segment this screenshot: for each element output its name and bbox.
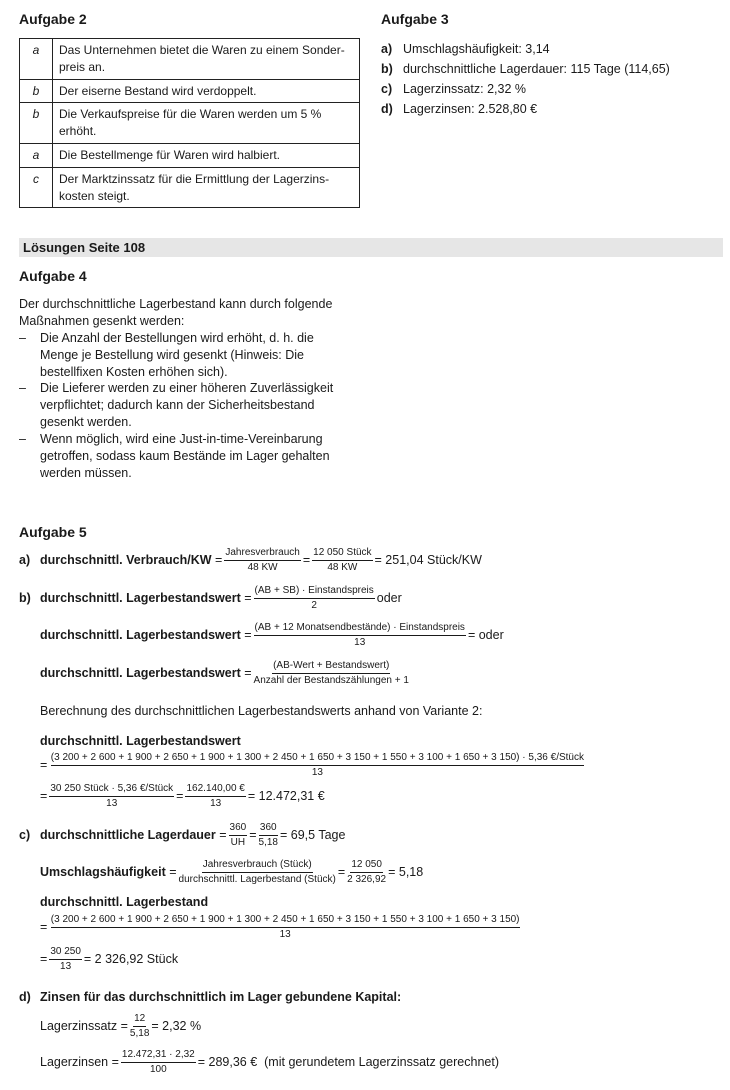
lb-formula: = (3 200 + 2 600 + 1 900 + 2 650 + 1 900 + 1 300 + 2 450 + 1 650 + 3 150 + 1 550 + 3 100 + 1 650 + 3 150) 13 bbox=[40, 914, 520, 940]
calc-result: = $\frac{\text{30 250 Stück · 5,36 €/Stück}}{13}$ = $\frac{162.140,00 €}{13}$ = 12.472,31 € bbox=[40, 783, 325, 809]
list-item: – Wenn möglich, wird eine Just-in-time-Vereinbarung getroffen, sodass kaum Bestände im Lager gehalten werden müssen. bbox=[19, 432, 330, 480]
row-letter: b bbox=[20, 103, 53, 144]
aufgabe3-heading: Aufgabe 3 bbox=[381, 11, 449, 27]
calc-formula: = (3 200 + 2 600 + 1 900 + 2 650 + 1 900 + 1 300 + 2 450 + 1 650 + 3 150 + 1 550 + 3 100 + 1 650 + 3 150) · 5,36 €/Stück 13 bbox=[40, 752, 584, 778]
row-text: Die Bestellmenge für Waren wird halbiert. bbox=[53, 143, 360, 167]
formula-zinssatz: Lagerzinssatz = $\frac{12}{5,18}$ = 2,32 % bbox=[40, 1013, 202, 1039]
table-row bbox=[20, 167, 360, 208]
formula-c: c) durchschnittliche Lagerdauer = $\frac{360}{UH}$ = $\frac{360}{5,18}$ = 69,5 Tage bbox=[19, 822, 346, 848]
table-row bbox=[20, 39, 360, 80]
row-text: Der eiserne Bestand wird verdoppelt. bbox=[53, 79, 360, 103]
aufgabe2-heading: Aufgabe 2 bbox=[19, 11, 87, 27]
table-row bbox=[20, 143, 360, 167]
row-letter: a bbox=[20, 39, 53, 80]
row-text: Die Verkaufspreise für die Waren werden um 5 % erhöht. bbox=[53, 103, 360, 144]
formula-a: a) durchschnittl. Verbrauch/KW = $\frac{\text{Jahresverbrauch}}{48 KW}$ = $\frac{\text{12 050 Stück}}{48 KW}$ = 251,04 Stück/KW bbox=[19, 547, 482, 573]
aufgabe4-heading: Aufgabe 4 bbox=[19, 268, 87, 284]
list-item: d) Lagerzinsen: 2.528,80 € bbox=[381, 101, 538, 116]
row-letter: c bbox=[20, 167, 53, 208]
aufgabe5-heading: Aufgabe 5 bbox=[19, 524, 87, 540]
formula-d-heading: d) Zinsen für das durchschnittlich im Lager gebundene Kapital: bbox=[19, 990, 402, 1004]
calc-intro: Berechnung des durchschnittlichen Lagerbestandswerts anhand von Variante 2: bbox=[40, 704, 483, 718]
section-bar: Lösungen Seite 108 bbox=[19, 238, 723, 257]
list-item: b) durchschnittliche Lagerdauer: 115 Tage (114,65) bbox=[381, 61, 670, 76]
formula-zinsen: Lagerzinsen = $\frac{12.472,31 \cdot 2,32}{100}$ = 289,36 € (mit gerundetem Lagerzinssatz gerechnet) bbox=[40, 1049, 499, 1075]
formula-ush: Umschlagshäufigkeit = $\frac{\text{Jahresverbrauch (Stück)}}{\text{durchschnittl. Lagerbestand (Stück)}}$ = $\frac{12 050}{2 326,92}$ = 5,18 bbox=[40, 859, 424, 885]
list-item: a) Umschlagshäufigkeit: 3,14 bbox=[381, 42, 550, 56]
calc-label: durchschnittl. Lagerbestandswert bbox=[40, 734, 241, 748]
formula-b-variant3: durchschnittl. Lagerbestandswert = $\frac{\text{(AB-Wert + Bestandswert)}}{\text{Anzahl der Bestandszählungen + 1}}$ bbox=[40, 660, 409, 686]
list-item: – Die Lieferer werden zu einer höheren Zuverlässigkeit verpflichtet; dadurch kann der Sicherheitsbestand gesenkt werden. bbox=[19, 381, 334, 430]
lb-label: durchschnittl. Lagerbestand bbox=[40, 895, 209, 909]
table-row bbox=[20, 103, 360, 144]
aufgabe2-table bbox=[19, 38, 360, 208]
row-text: Der Marktzinssatz für die Ermittlung der Lagerzins- kosten steigt. bbox=[53, 167, 360, 208]
lb-result: = $\frac{30 250}{13}$ = 2 326,92 Stück bbox=[40, 946, 179, 972]
row-letter: a bbox=[20, 143, 53, 167]
list-item: – Die Anzahl der Bestellungen wird erhöht, d. h. die Menge je Bestellung wird gesenkt (Hinweis: Die bestellfixen Kosten erhöhen sich). bbox=[19, 330, 314, 379]
formula-b-variant2: durchschnittl. Lagerbestandswert = $\frac{\text{(AB + 12 Monatsendbestände) · Einstandspreis}}{13}$ = oder bbox=[40, 622, 504, 648]
formula-b-variant1: b) durchschnittl. Lagerbestandswert = $\frac{\text{(AB + SB) · Einstandspreis}}{2}$ oder bbox=[19, 585, 402, 611]
list-item: c) Lagerzinssatz: 2,32 % bbox=[381, 81, 526, 96]
row-letter: b bbox=[20, 79, 53, 103]
aufgabe4-body bbox=[19, 296, 369, 482]
intro-line: Maßnahmen gesenkt werden: bbox=[19, 313, 185, 328]
aufgabe3-list bbox=[381, 41, 670, 121]
intro-line: Der durchschnittliche Lagerbestand kann durch folgende bbox=[19, 297, 333, 311]
table-row bbox=[20, 79, 360, 103]
row-text: Das Unternehmen bietet die Waren zu einem Sonder- preis an. bbox=[53, 39, 360, 80]
